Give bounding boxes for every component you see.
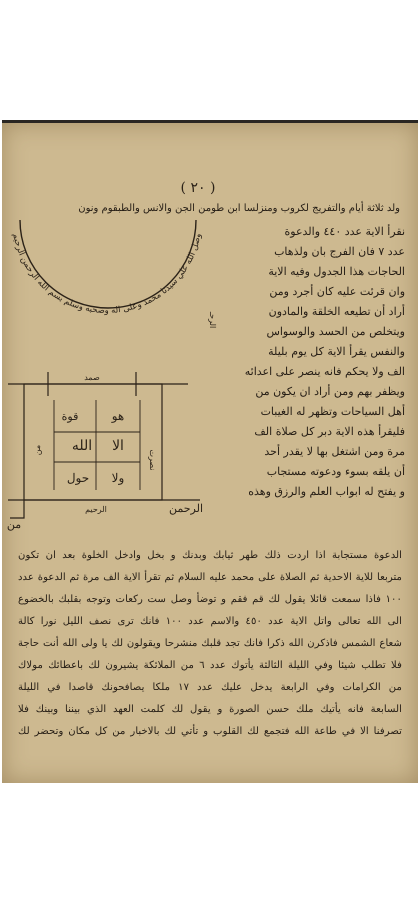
grid-cell: الرحمن <box>168 502 204 515</box>
column-line: أراد أن تطيعه الخلقة والمادون <box>268 305 405 318</box>
body-line: ١٠٠ فاذا سمعت قائلا يقول لك قم فقم و توضأ وصل ست ركعات وتوجه بقلبك بالخضوع <box>18 594 402 605</box>
grid-hook <box>10 500 24 518</box>
grid-label: نصرت <box>148 449 157 471</box>
grid-cell: هو <box>111 409 125 423</box>
grid-label: الرحيم <box>85 505 107 514</box>
column-line: والنفس يقرأ الاية كل يوم بليلة <box>268 345 405 358</box>
grid-label: الرحـ <box>208 311 217 329</box>
body-line: تصرفنا الا في طاعة الله فتجمع لك القلوب و تأتي لك بالاخبار من كل مكان وتحضر لك <box>18 726 402 737</box>
talisman-diagram <box>0 200 220 540</box>
column-line: ويتخلص من الحسد والوسواس <box>266 325 405 338</box>
body-line: شعاع الشمس فاذكرن الله ذكرا فانك تجد قلبك منشرحا ويقولون لك يا ولى الله أنت حاجة <box>18 638 402 649</box>
grid-label: صمد <box>84 373 100 382</box>
arc-inscription: وصل الله علي سيدنا محمد وعلى اله وصحبه وسلم بسم الله الرحمن الرحيم <box>10 232 204 317</box>
grid-cell: من <box>6 518 22 531</box>
grid-frame <box>24 384 162 500</box>
column-line: و يفتح له ابواب العلم والرزق وهذه <box>248 485 405 498</box>
column-line: الف ولا يحكم فانه ينصر على اعدائه <box>244 365 405 378</box>
grid-cell: ولا <box>111 471 125 485</box>
column-line: فليقرأ هذه الاية دبر كل صلاة الف <box>254 425 405 438</box>
column-line: أهل السياحات وتظهر له الغيبات <box>260 405 405 418</box>
column-line: ويظفر بهم ومن أراد ان يكون من <box>255 385 405 398</box>
body-line: الى الله تعالى واتل الاية عدد ٤٥٠ والاسم عدد ١٠٠ فانك ترى نصف الليل نورا كالة <box>18 616 402 627</box>
column-line: وان قرئت عليه كان أجرد ومن <box>269 285 405 298</box>
column-line: مرة ومن اشتغل بها لا يقدر أحد <box>264 445 405 458</box>
column-line: أن يلقه بسوء ودعوته مستجاب <box>266 465 405 478</box>
grid-label: من <box>33 444 42 456</box>
body-line: متربعا للاية الاحدية ثم الصلاة على محمد عليه السلام ثم تقرأ الاية الف مرة ثم الدعوة عدد <box>18 572 402 583</box>
grid-cell: الله <box>71 438 93 454</box>
body-line: من الكرامات وفي الرابعة يدخل عليك عدد ١٧ ملكا يصافحونك قاصدا في الليلة <box>18 682 402 693</box>
grid-cell: حول <box>66 471 90 485</box>
column-line: عدد ٧ فان الفرج بان ولذهاب <box>274 245 405 258</box>
top-line: ولد ثلاثة أيام والتفريج لكروب ومنزلسا ابن طومن الجن والانس والطبقوم ونون <box>78 203 400 214</box>
grid-cell: الا <box>112 438 124 454</box>
grid-cell: قوة <box>61 410 79 423</box>
body-line: السابعة فانه يأتيك ملك حسن الصورة و يقول لك كلمت العهد الذي بيننا وبينك فلا <box>18 704 402 715</box>
body-line: فلا تطلب شيئا وفي الليلة الثالثة يأتوك عدد ٦ من الملائكة يشيرون لك باعطائك مولاك <box>18 660 402 671</box>
body-line: الدعوة مستجابة اذا اردت ذلك طهر ثيابك وبدنك و بخل وادخل الخلوة بعد ان تكون <box>18 550 402 561</box>
column-line: الحاجات هذا الجدول وفيه الاية <box>268 265 405 278</box>
column-line: نقرأ الاية عدد ٤٤٠ والدعوة <box>284 225 405 238</box>
page-number: ( ٢٠ ) <box>180 180 216 196</box>
